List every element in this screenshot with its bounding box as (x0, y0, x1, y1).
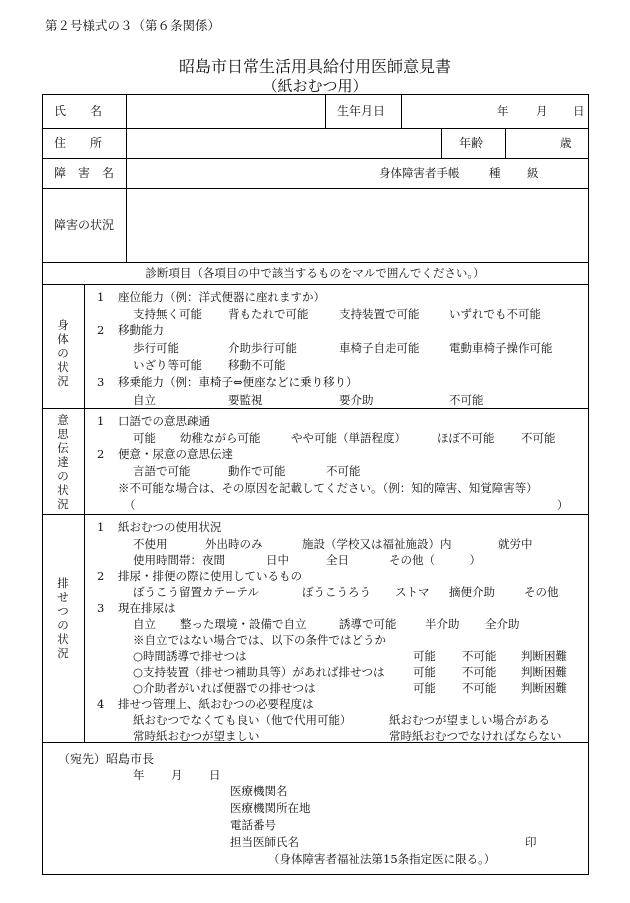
exc-cond3: ○介助者がいれば便器での排せつは (133, 681, 316, 695)
row-divider (42, 188, 589, 189)
exc-item3-opt: 誘導で可能 (339, 617, 397, 631)
body-item1-opt: 支持装置で可能 (339, 307, 420, 321)
exc-cond-opt: 不可能 (462, 681, 497, 695)
body-item2-opt: 介助歩行可能 (228, 341, 297, 355)
body-item1-opt: 支持無く可能 (133, 307, 202, 321)
body-item2-num: 2 (97, 323, 105, 337)
exc-cond-opt: 判断困難 (521, 681, 567, 695)
row-divider (42, 284, 589, 285)
comm-item2-num: 2 (97, 447, 105, 461)
handbook-label: 身体障害者手帳 (379, 166, 460, 180)
exc-item3-title: 現在排尿は (118, 601, 176, 615)
exc-time-opt: 日中 (266, 553, 289, 567)
body-item1-opt: いずれでも不可能 (449, 307, 541, 321)
exc-item4-opt: 常時紙おむつでなければならない (389, 729, 562, 743)
exc-item2-opt: 摘便介助 (449, 585, 495, 599)
comm-section-label: 意思伝達の状況 (57, 413, 69, 511)
body-item1-title: 座位能力（例：洋式便器に座れますか） (118, 290, 325, 304)
exc-item1-opt: 不使用 (133, 537, 168, 551)
doctor-name-label: 担当医師氏名 (230, 835, 299, 849)
name-label: 氏 名 (54, 104, 103, 118)
comm-item1-opt: やや可能（単語程度） (291, 431, 406, 445)
age-label: 年齢 (459, 136, 484, 150)
exc-time-opt: 全日 (326, 553, 349, 567)
grade-kind-label: 種 (489, 166, 501, 180)
body-item3-title: 移乗能力（例：車椅子⇔便座などに乗り移り） (118, 375, 358, 389)
comm-item2-opt: 動作で可能 (228, 464, 286, 478)
exc-item1-title: 紙おむつの使用状況 (118, 520, 222, 534)
body-item2-opt: 電動車椅子操作可能 (449, 341, 553, 355)
exc-item1-opt: 施設（学校又は福祉施設）内 (302, 537, 452, 551)
birthdate-label: 生年月日 (337, 104, 386, 118)
exc-item1-num: 1 (97, 520, 105, 534)
exc-item1-opt: 外出時のみ (205, 537, 263, 551)
exc-item4-opt: 常時紙おむつが望ましい (133, 729, 260, 743)
comm-paren-close: ） (557, 498, 569, 512)
body-item3-opt: 不可能 (449, 393, 484, 407)
exc-cond-opt: 不可能 (462, 665, 497, 679)
institution-address-label: 医療機関所在地 (230, 801, 311, 815)
exc-item2-opt: ぼうこうろう (302, 585, 371, 599)
exc-item3-opt: 半介助 (425, 617, 460, 631)
exc-item4-num: 4 (97, 697, 105, 711)
comm-item1-opt: 幼稚ながら可能 (180, 431, 261, 445)
col-divider (126, 94, 127, 262)
footer-day-unit: 日 (209, 768, 221, 782)
diagnosis-header: 診断項目（各項目の中で該当するものをマルで囲んでください。） (145, 266, 485, 280)
exc-item3-opt: 自立 (133, 617, 156, 631)
age-unit: 歳 (560, 136, 572, 150)
col-divider (84, 284, 85, 742)
row-divider (42, 514, 589, 515)
exc-item3-note: ※自立ではない場合では、以下の条件ではどうか (133, 633, 386, 647)
row-divider (42, 408, 589, 409)
col-divider (401, 94, 402, 128)
designation-note: （身体障害者福祉法第15条指定医に限る。） (268, 852, 496, 866)
disability-status-label: 障害の状況 (54, 218, 115, 232)
footer-month-unit: 月 (171, 768, 183, 782)
footer-year-unit: 年 (133, 768, 145, 782)
document-title: 昭島市日常生活用具給付用医師意見書 (178, 57, 451, 76)
body-item3-opt: 要監視 (228, 393, 263, 407)
body-item2-opt: 車椅子自走可能 (339, 341, 420, 355)
body-item2-title: 移動能力 (118, 323, 164, 337)
document-subtitle: （紙おむつ用） (262, 77, 368, 95)
body-item2-opt: いざり等可能 (133, 358, 202, 372)
exc-item3-opt: 整った環境・設備で自立 (180, 617, 307, 631)
comm-item1-opt: 不可能 (521, 431, 556, 445)
comm-note: ※不可能な場合は、その原因を記載してください。（例：知的障害、知覚障害等） (118, 481, 538, 495)
comm-item1-opt: 可能 (133, 431, 156, 445)
comm-item2-opt: 不可能 (326, 464, 361, 478)
exc-cond-opt: 可能 (413, 649, 436, 663)
exc-cond-opt: 判断困難 (521, 649, 567, 663)
exc-item3-opt: 全介助 (485, 617, 520, 631)
birth-month-unit: 月 (536, 104, 548, 118)
row-divider (42, 262, 589, 263)
addressee: （宛先）昭島市長 (58, 752, 155, 766)
body-item3-opt: 自立 (133, 393, 156, 407)
grade-level-label: 級 (527, 166, 539, 180)
exc-cond-opt: 可能 (413, 665, 436, 679)
exc-time-opt: その他（ ） (389, 553, 481, 567)
comm-paren-open: （ (124, 498, 136, 512)
exc-cond-opt: 不可能 (462, 649, 497, 663)
comm-item1-title: 口語での意思疎通 (118, 414, 210, 428)
row-divider (42, 158, 589, 159)
exc-cond2: ○支持装置（排せつ補助具等）があれば排せつは (133, 665, 385, 679)
excretion-section-label: 排せつの状況 (57, 576, 69, 660)
exc-time-label: 使用時間帯：夜間 (133, 553, 225, 567)
exc-cond1: ○時間誘導で排せつは (133, 649, 247, 663)
address-label: 住 所 (54, 136, 103, 150)
comm-item2-title: 便意・尿意の意思伝達 (118, 447, 233, 461)
exc-item3-num: 3 (97, 601, 105, 615)
body-item1-num: 1 (97, 290, 105, 304)
exc-cond-opt: 可能 (413, 681, 436, 695)
exc-item4-title: 排せつ管理上、紙おむつの必要程度は (118, 697, 314, 711)
exc-item2-title: 排尿・排便の際に使用しているもの (118, 569, 302, 583)
exc-item1-opt: 就労中 (498, 537, 533, 551)
comm-item1-opt: ほぼ不可能 (437, 431, 495, 445)
phone-label: 電話番号 (230, 818, 276, 832)
form-code: 第２号様式の３（第６条関係） (45, 18, 221, 33)
exc-item2-opt: ストマ (395, 585, 430, 599)
institution-label: 医療機関名 (230, 784, 288, 798)
body-section-label: 身体の状況 (57, 318, 69, 388)
body-item2-opt: 歩行可能 (133, 341, 179, 355)
col-divider (505, 128, 506, 158)
disability-name-label: 障 害 名 (54, 166, 115, 180)
col-divider (325, 94, 326, 128)
body-item2-opt: 移動不可能 (228, 358, 286, 372)
seal-mark: 印 (525, 835, 537, 849)
comm-item2-opt: 言語で可能 (133, 464, 191, 478)
body-item1-opt: 背もたれで可能 (228, 307, 309, 321)
row-divider (42, 128, 589, 129)
birth-year-unit: 年 (497, 104, 509, 118)
comm-item1-num: 1 (97, 414, 105, 428)
col-divider (441, 128, 442, 158)
exc-item4-opt: 紙おむつでなくても良い（他で代用可能） (133, 713, 352, 727)
body-item3-num: 3 (97, 375, 105, 389)
exc-item2-num: 2 (97, 569, 105, 583)
exc-item2-opt: その他 (524, 585, 559, 599)
exc-cond-opt: 判断困難 (521, 665, 567, 679)
exc-item4-opt: 紙おむつが望ましい場合がある (389, 713, 550, 727)
body-item3-opt: 要介助 (339, 393, 374, 407)
birth-day-unit: 日 (573, 104, 585, 118)
exc-item2-opt: ぼうこう留置カテーテル (133, 585, 259, 599)
